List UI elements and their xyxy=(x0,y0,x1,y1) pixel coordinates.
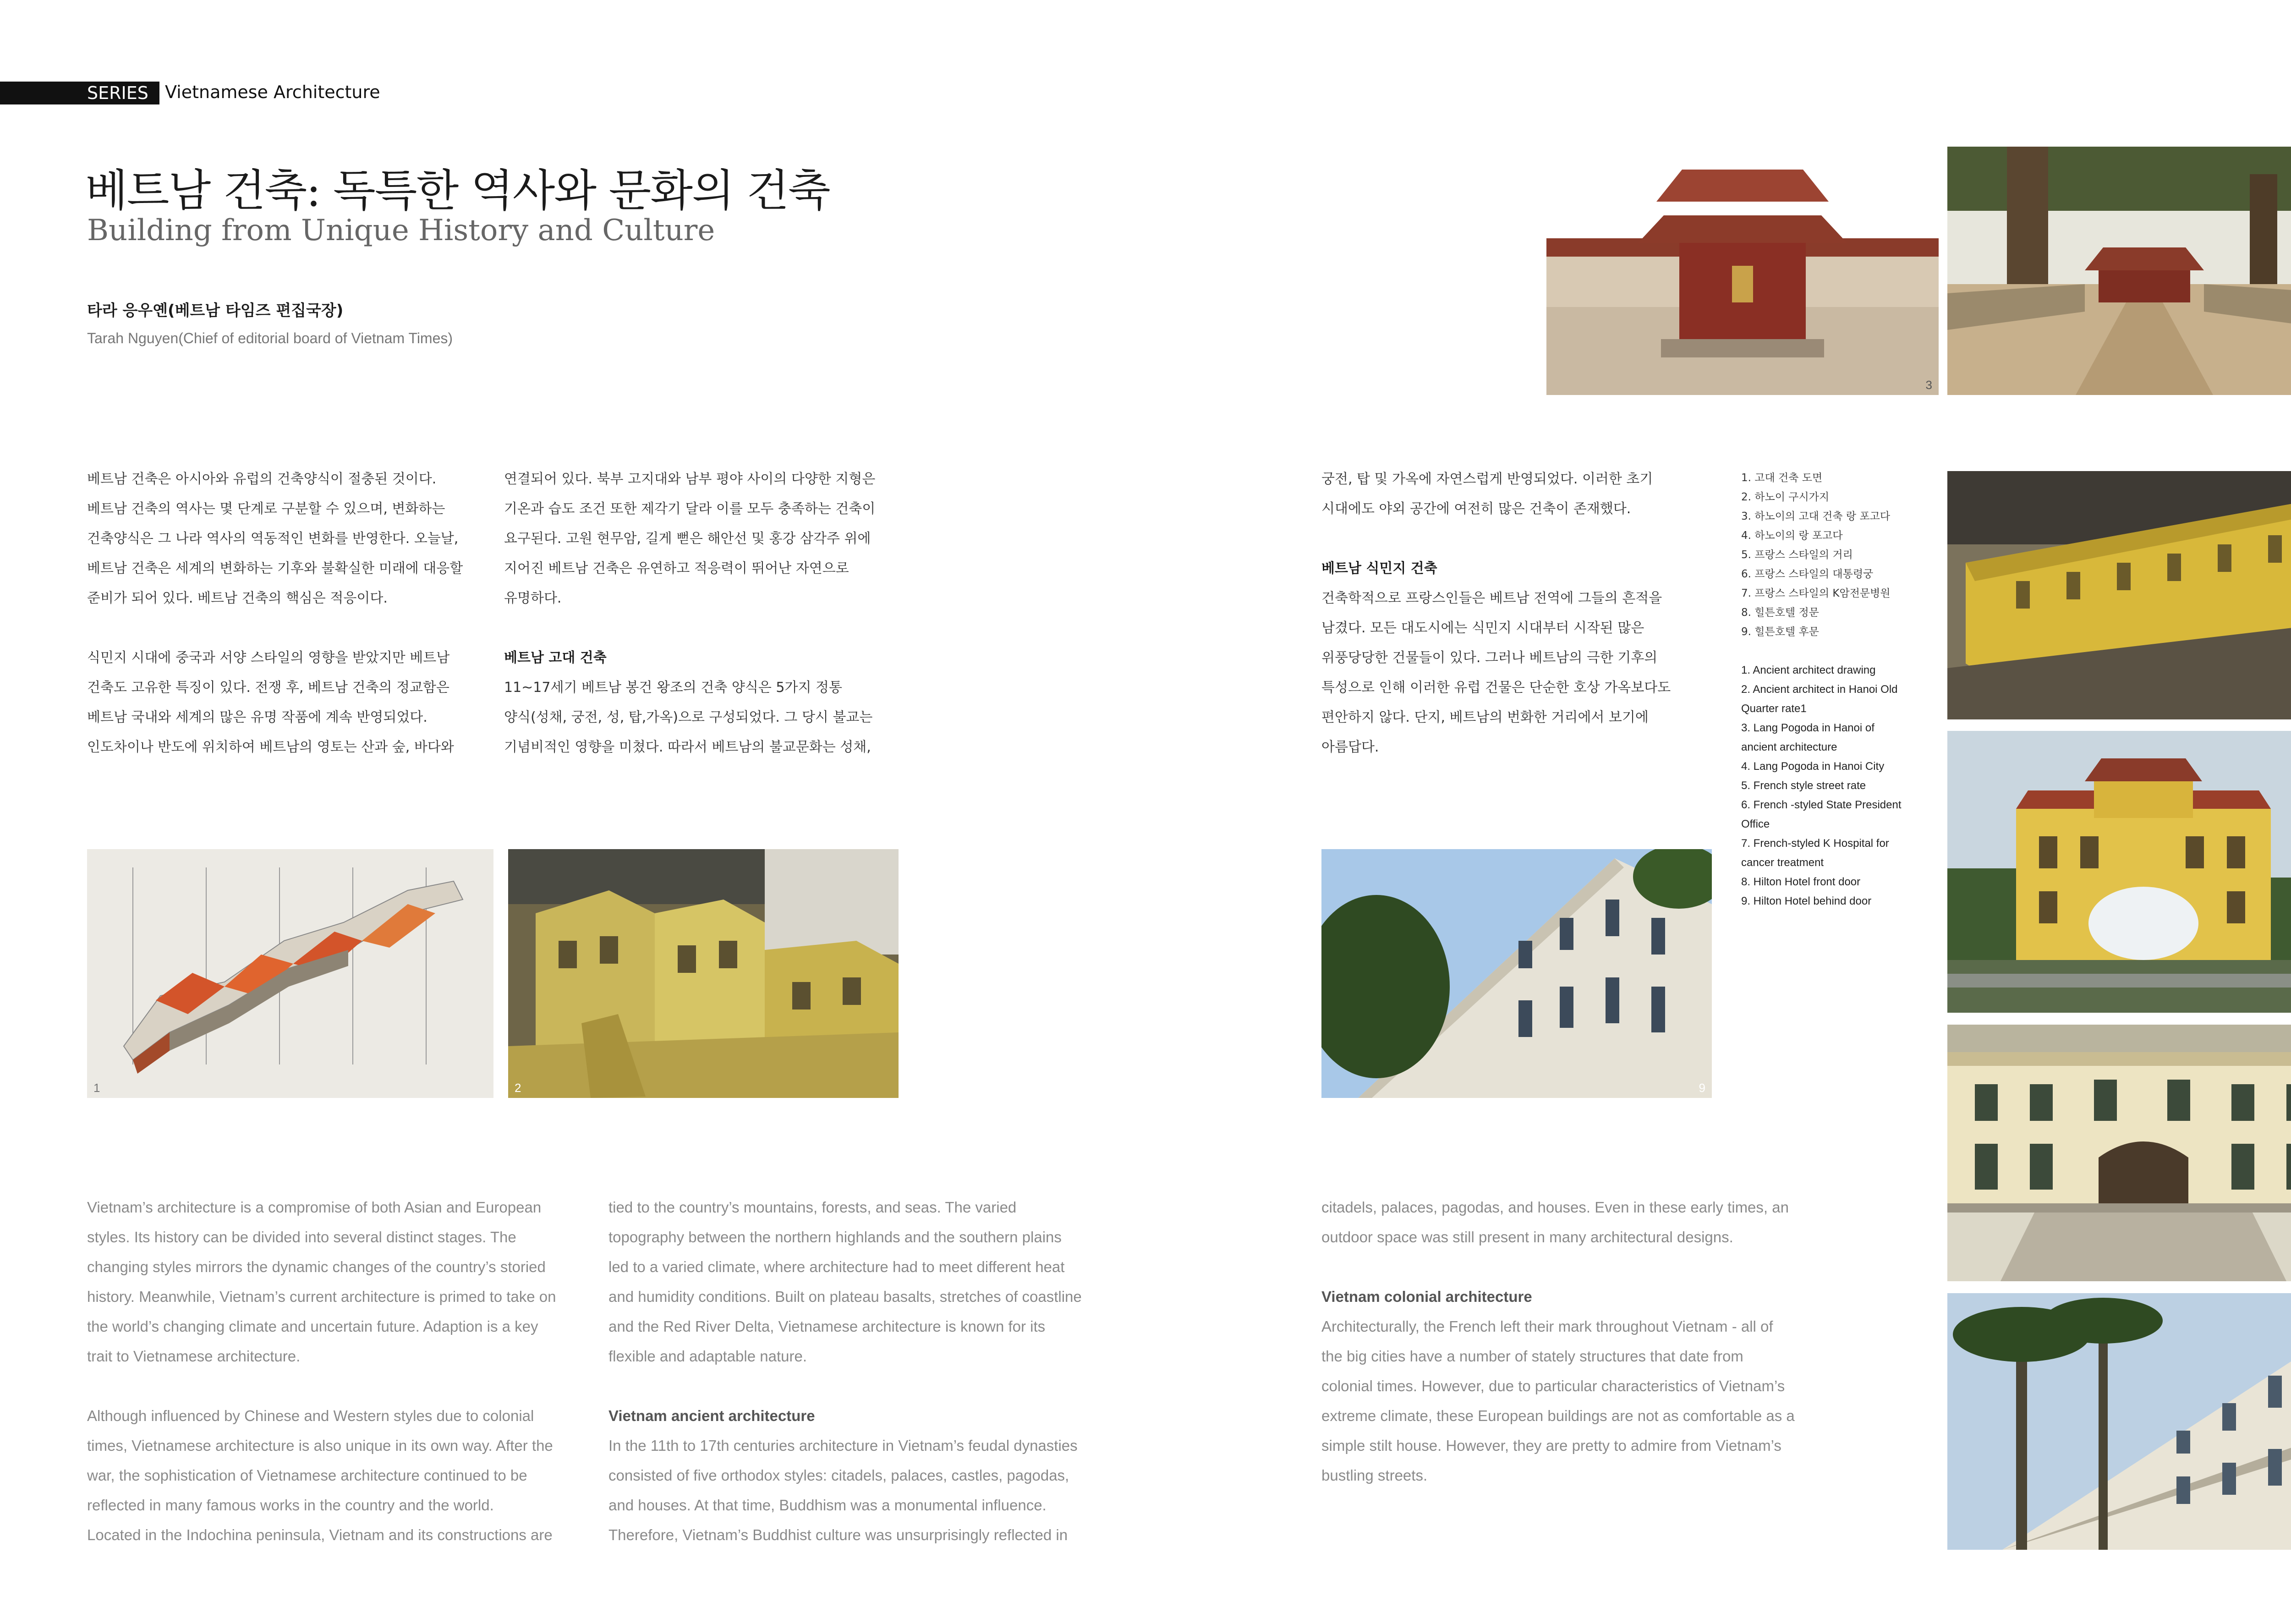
korean-col2-heading: 베트남 고대 건축 xyxy=(504,650,607,666)
english-col3-paragraph-1 xyxy=(1321,1192,1839,1252)
text-line: led to a varied climate, where architecture had to meet different heat xyxy=(608,1258,1065,1275)
text-line: 건축학적으로 프랑스인들은 베트남 전역에 그들의 흔적을 xyxy=(1321,590,1662,606)
text-line: simple stilt house. However, they are pretty to admire from Vietnam’s xyxy=(1321,1437,1781,1454)
english-col1-paragraph-2 xyxy=(87,1401,600,1550)
photo-number: 1 xyxy=(93,1081,100,1095)
text-line: war, the sophistication of Vietnamese architecture continued to be xyxy=(87,1467,527,1484)
text-line: bustling streets. xyxy=(1321,1467,1428,1484)
text-line: 5. French style street rate xyxy=(1741,779,1866,792)
text-line: 준비가 되어 있다. 베트남 건축의 핵심은 적응이다. xyxy=(87,590,388,606)
text-line: Although influenced by Chinese and Western styles due to colonial xyxy=(87,1407,534,1424)
text-line: 시대에도 야외 공간에 여전히 많은 건축이 존재했다. xyxy=(1321,501,1631,517)
text-line: Architecturally, the French left their mark throughout Vietnam - all of xyxy=(1321,1318,1773,1335)
captions-korean xyxy=(1741,468,1934,642)
text-line: consisted of five orthodox styles: citadels, palaces, castles, pagodas, xyxy=(608,1467,1069,1484)
text-line: 지어진 베트남 건축은 유연하고 적응력이 뛰어난 자연으로 xyxy=(504,560,849,576)
photo-number: 3 xyxy=(1925,378,1932,392)
english-col3-heading: Vietnam colonial architecture xyxy=(1321,1288,1532,1305)
text-line: In the 11th to 17th centuries architecture in Vietnam’s feudal dynasties xyxy=(608,1437,1078,1454)
text-line: Quarter rate1 xyxy=(1741,702,1807,715)
text-line: 유명하다. xyxy=(504,590,562,606)
text-line: 9. 힐튼호텔 후문 xyxy=(1741,626,1819,638)
text-line: Vietnam’s architecture is a compromise of both Asian and European xyxy=(87,1199,542,1216)
text-line: 7. 프랑스 스타일의 K암전문병원 xyxy=(1741,587,1891,599)
author-korean: 타라 응우옌(베트남 타임즈 편집국장) xyxy=(87,302,344,320)
text-line: Office xyxy=(1741,818,1770,830)
photo-lang-pagoda-ancient xyxy=(1546,147,1939,395)
title-korean: 베트남 건축: 독특한 역사와 문화의 건축 xyxy=(85,165,830,216)
text-line: 8. 힐튼호텔 정문 xyxy=(1741,607,1819,619)
text-line: 건축양식은 그 나라 역사의 역동적인 변화를 반영한다. 오늘날, xyxy=(87,531,459,547)
text-line: extreme climate, these European buildings are not as comfortable as a xyxy=(1321,1407,1795,1424)
text-line: 연결되어 있다. 북부 고지대와 남부 평야 사이의 다양한 지형은 xyxy=(504,471,876,487)
text-line: 베트남 국내와 세계의 많은 유명 작품에 계속 반영되었다. xyxy=(87,709,428,725)
text-line: the big cities have a number of stately structures that date from xyxy=(1321,1348,1743,1365)
text-line: 식민지 시대에 중국과 서양 스타일의 영향을 받았지만 베트남 xyxy=(87,650,450,666)
text-line: flexible and adaptable nature. xyxy=(608,1348,807,1365)
text-line: Located in the Indochina peninsula, Vietnam and its constructions are xyxy=(87,1526,553,1543)
text-line: outdoor space was still present in many architectural designs. xyxy=(1321,1229,1733,1245)
text-line: 특성으로 인해 이러한 유럽 건물은 단순한 호상 가옥보다도 xyxy=(1321,680,1671,696)
korean-column-2 xyxy=(504,464,907,762)
text-line: 베트남 건축은 세계의 변화하는 기후와 불확실한 미래에 대응할 xyxy=(87,560,463,576)
text-line: styles. Its history can be divided into several distinct stages. The xyxy=(87,1229,516,1245)
text-line: changing styles mirrors the dynamic changes of the country’s storied xyxy=(87,1258,546,1275)
photo-lang-pagoda-city xyxy=(1947,147,2291,395)
text-line: 5. 프랑스 스타일의 거리 xyxy=(1741,549,1853,561)
text-line: 양식(성채, 궁전, 성, 탑,가옥)으로 구성되었다. 그 당시 불교는 xyxy=(504,709,873,725)
text-line: the world’s changing climate and uncertain future. Adaption is a key xyxy=(87,1318,538,1335)
korean-column-1 xyxy=(87,464,490,762)
korean-col2-paragraph-2 xyxy=(504,673,907,762)
text-line: 3. 하노이의 고대 건축 랑 포고다 xyxy=(1741,510,1891,522)
english-col2-paragraph-2 xyxy=(608,1431,1131,1550)
korean-column-3 xyxy=(1321,464,1734,762)
photo-old-quarter-model xyxy=(508,849,899,1098)
text-line: 4. 하노이의 랑 포고다 xyxy=(1741,530,1843,542)
text-line: reflected in many famous works in the country and the world. xyxy=(87,1497,494,1514)
korean-col1-paragraph-2 xyxy=(87,643,490,762)
text-line: colonial times. However, due to particular characteristics of Vietnam’s xyxy=(1321,1377,1785,1394)
english-col2-paragraph-1 xyxy=(608,1192,1131,1371)
text-line: 8. Hilton Hotel front door xyxy=(1741,876,1861,888)
photo-french-k-hospital xyxy=(1947,1025,2291,1281)
text-line: 인도차이나 반도에 위치하여 베트남의 영토는 산과 숲, 바다와 xyxy=(87,739,454,755)
photo-hilton-hotel-front-door xyxy=(1947,1293,2291,1550)
text-line: 궁전, 탑 및 가옥에 자연스럽게 반영되었다. 이러한 초기 xyxy=(1321,471,1653,487)
photo-number: 9 xyxy=(1699,1081,1705,1095)
english-col1-paragraph-1 xyxy=(87,1192,600,1371)
text-line: 베트남 건축의 역사는 몇 단계로 구분할 수 있으며, 변화하는 xyxy=(87,501,445,517)
photo-french-state-president-office xyxy=(1947,731,2291,1013)
text-line: and humidity conditions. Built on plateau basalts, stretches of coastline xyxy=(608,1288,1082,1305)
text-line: times, Vietnamese architecture is also unique in its own way. After the xyxy=(87,1437,553,1454)
text-line: 위풍당당한 건물들이 있다. 그러나 베트남의 극한 기후의 xyxy=(1321,650,1658,666)
author-english: Tarah Nguyen(Chief of editorial board of Vietnam Times) xyxy=(87,330,453,346)
text-line: and the Red River Delta, Vietnamese architecture is known for its xyxy=(608,1318,1046,1335)
text-line: 요구된다. 고원 현무암, 길게 뻗은 해안선 및 홍강 삼각주 위에 xyxy=(504,531,871,547)
text-line: 3. Lang Pogoda in Hanoi of xyxy=(1741,722,1874,734)
text-line: 7. French-styled K Hospital for xyxy=(1741,837,1889,850)
text-line: 아름답다. xyxy=(1321,739,1379,755)
text-line: 기온과 습도 조건 또한 제각기 달라 이를 모두 충족하는 건축이 xyxy=(504,501,876,517)
text-line: 2. Ancient architect in Hanoi Old xyxy=(1741,683,1898,696)
series-title: Vietnamese Architecture xyxy=(165,82,380,102)
text-line: 건축도 고유한 특징이 있다. 전쟁 후, 베트남 건축의 정교함은 xyxy=(87,680,449,696)
text-line: tied to the country’s mountains, forests, and seas. The varied xyxy=(608,1199,1017,1216)
text-line: cancer treatment xyxy=(1741,856,1824,869)
photo-french-street-model xyxy=(1947,471,2291,719)
text-line: history. Meanwhile, Vietnam’s current architecture is primed to take on xyxy=(87,1288,556,1305)
text-line: 9. Hilton Hotel behind door xyxy=(1741,895,1872,907)
text-line: 기념비적인 영향을 미쳤다. 따라서 베트남의 불교문화는 성채, xyxy=(504,739,871,755)
text-line: citadels, palaces, pagodas, and houses. Even in these early times, an xyxy=(1321,1199,1789,1216)
text-line: 4. Lang Pogoda in Hanoi City xyxy=(1741,760,1885,773)
text-line: 6. French -styled State President xyxy=(1741,799,1902,811)
english-col3-paragraph-2 xyxy=(1321,1311,1839,1490)
korean-col1-paragraph-1 xyxy=(87,464,490,613)
text-line: 2. 하노이 구시가지 xyxy=(1741,491,1830,503)
english-column-1 xyxy=(87,1192,600,1550)
photo-ancient-architecture-drawing xyxy=(87,849,493,1098)
text-line: 1. Ancient architect drawing xyxy=(1741,664,1876,676)
text-line: 6. 프랑스 스타일의 대통령궁 xyxy=(1741,568,1874,580)
text-line: 편안하지 않다. 단지, 베트남의 번화한 거리에서 보기에 xyxy=(1321,709,1649,725)
captions-english xyxy=(1741,661,1934,911)
text-line: 1. 고대 건축 도면 xyxy=(1741,472,1823,484)
text-line: 11~17세기 베트남 봉건 왕조의 건축 양식은 5가지 정통 xyxy=(504,680,842,696)
photo-hilton-hotel-behind-door xyxy=(1321,849,1712,1098)
text-line: topography between the northern highlands and the southern plains xyxy=(608,1229,1062,1245)
text-line: ancient architecture xyxy=(1741,741,1837,753)
text-line: trait to Vietnamese architecture. xyxy=(87,1348,301,1365)
photo-number: 2 xyxy=(515,1081,521,1095)
text-line: 베트남 건축은 아시아와 유럽의 건축양식이 절충된 것이다. xyxy=(87,471,437,487)
text-line: 남겼다. 모든 대도시에는 식민지 시대부터 시작된 많은 xyxy=(1321,620,1644,636)
korean-col3-heading: 베트남 식민지 건축 xyxy=(1321,560,1437,576)
english-col2-heading: Vietnam ancient architecture xyxy=(608,1407,815,1424)
title-english: Building from Unique History and Culture xyxy=(87,214,715,247)
english-column-2 xyxy=(608,1192,1131,1550)
korean-col2-paragraph-1 xyxy=(504,464,907,613)
series-tag: SERIES xyxy=(87,83,148,103)
korean-col3-paragraph-1 xyxy=(1321,464,1734,524)
korean-col3-paragraph-2 xyxy=(1321,583,1734,762)
text-line: Therefore, Vietnam’s Buddhist culture was unsurprisingly reflected in xyxy=(608,1526,1068,1543)
text-line: and houses. At that time, Buddhism was a monumental influence. xyxy=(608,1497,1047,1514)
english-column-3 xyxy=(1321,1192,1839,1490)
